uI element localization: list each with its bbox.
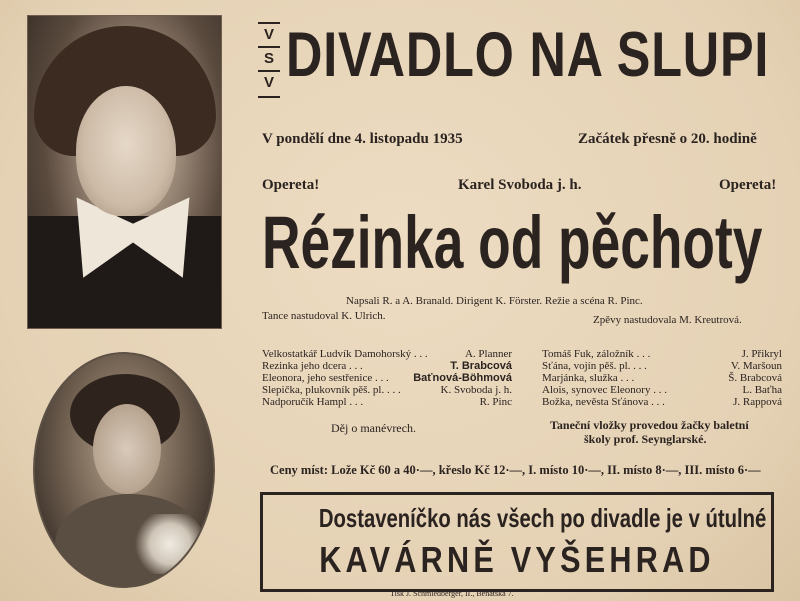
- cast-row: [262, 384, 512, 396]
- cast-actor: Š. Brabcová: [728, 372, 782, 384]
- vsv-letter: V: [258, 24, 280, 48]
- cast-row: [542, 384, 782, 396]
- cast-actor: R. Pinc: [479, 396, 512, 408]
- vsv-letter: V: [263, 74, 274, 91]
- guest-performer: Karel Svoboda j. h.: [458, 177, 582, 193]
- cast-actor: K. Svoboda j. h.: [440, 384, 512, 396]
- cast-row: [262, 372, 512, 384]
- portrait-photo-top: [27, 15, 222, 329]
- cast-role: Nadporučík Hampl: [262, 396, 347, 408]
- cast-role: Velkostatkář Ludvík Damohorský: [262, 348, 412, 360]
- leader-dots: . . .: [648, 396, 665, 408]
- vsv-letter: S: [258, 48, 280, 72]
- vsv-logo: [258, 22, 280, 98]
- cast-actor: J. Rappová: [733, 396, 782, 408]
- cast-actor: V. Maršoun: [730, 360, 782, 372]
- advert-cafe-name: KAVÁRNĚ VYŠEHRAD: [319, 539, 715, 580]
- printer-credit: Tisk J. Schmiedberger, II., Benátská 7.: [390, 589, 514, 598]
- theatre-title: DIVADLO NA SLUPI: [286, 20, 770, 90]
- leader-dots: . . .: [372, 372, 389, 384]
- cast-role: Eleonora, jeho sestřenice: [262, 372, 373, 384]
- cast-row: [262, 396, 512, 408]
- cast-row: [542, 360, 782, 372]
- performance-date: V pondělí dne 4. listopadu 1935: [262, 131, 463, 147]
- cast-role: Sťána, vojín pěš. pl.: [542, 360, 631, 372]
- genre-right: Opereta!: [719, 177, 777, 193]
- play-title: Rézinka od pěchoty: [262, 201, 763, 284]
- portrait-photo-oval: [33, 352, 215, 588]
- cast-actor: L. Baťha: [742, 384, 782, 396]
- ticket-prices: Ceny míst: Lože Kč 60 a 40·—, křeslo Kč 12·—, I. místo 10·—, II. místo 8·—, III. místo 6·—: [270, 463, 761, 477]
- genre-left: Opereta!: [262, 177, 320, 193]
- setting-note: Děj o manévrech.: [331, 421, 416, 435]
- cast-row: [542, 396, 782, 408]
- advert-line1: Dostaveníčko nás všech po divadle je v útulné: [318, 503, 767, 533]
- leader-dots: . . .: [633, 348, 651, 360]
- leader-dots: . . .: [346, 360, 363, 372]
- cast-row: [262, 348, 512, 360]
- cast-row: [542, 372, 782, 384]
- leader-dots: . . .: [650, 384, 667, 396]
- dance-note-line1: Taneční vložky provedou žačky baletní: [550, 418, 749, 432]
- cast-role: Rezinka jeho dcera: [262, 360, 347, 372]
- cast-role: Tomáš Fuk, záložník: [542, 348, 634, 360]
- credits-dances: Tance nastudoval K. Ulrich.: [262, 310, 386, 322]
- credits-songs: Zpěvy nastudovala M. Kreutrová.: [593, 314, 742, 326]
- cast-row: [542, 348, 782, 360]
- leader-dots: . . .: [384, 384, 401, 396]
- cast-role: Marjánka, služka: [542, 372, 618, 384]
- cast-role: Alois, synovec Eleonory: [542, 384, 651, 396]
- leader-dots: . . .: [630, 360, 647, 372]
- cast-actor: T. Brabcová: [450, 360, 512, 372]
- leader-dots: . . .: [346, 396, 364, 408]
- leader-dots: . . .: [617, 372, 635, 384]
- cast-role: Slepička, plukovník pěš. pl.: [262, 384, 385, 396]
- cafe-advert: [260, 492, 774, 592]
- cast-actor: A. Planner: [464, 348, 512, 360]
- credits-authors: Napsali R. a A. Branald. Dirigent K. Förster. Režie a scéna R. Pinc.: [346, 295, 643, 307]
- leader-dots: . . .: [411, 348, 428, 360]
- dance-note-line2: školy prof. Seynglarské.: [584, 432, 707, 446]
- cast-actor: Baťnová-Böhmová: [413, 372, 512, 384]
- cast-row: [262, 360, 512, 372]
- start-time: Začátek přesně o 20. hodině: [578, 131, 757, 147]
- cast-actor: J. Přikryl: [741, 348, 782, 360]
- cast-role: Božka, nevěsta Sťánova: [542, 396, 649, 408]
